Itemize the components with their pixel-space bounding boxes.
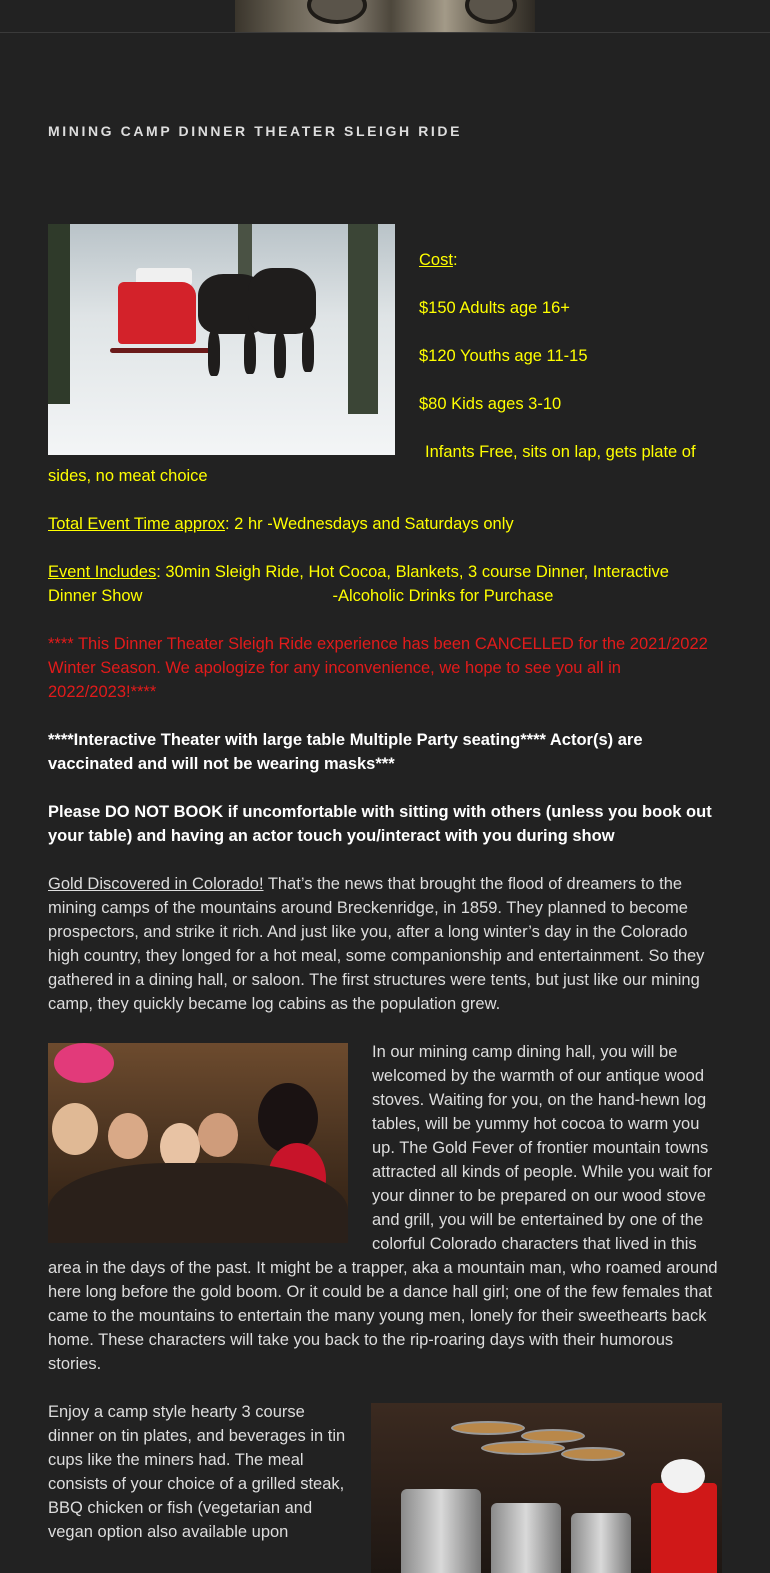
price-adults: $150 Adults age 16+ xyxy=(419,299,570,317)
pink-jacket xyxy=(54,1043,114,1083)
dining-hall-paragraph: In our mining camp dining hall, you will be welcomed by the warmth of our antique wood stoves. Waiting for you, on the hand-hewn log tables, will be yummy hot cocoa to warm you up. The Gold Fever of frontier mountain towns attracted all kinds of people. While you wait for your dinner to be prepared on our wood stove and grill, you will be entertained by one of the colorful Colorado characters that lived in this area in the days of the past. It might be a trapper, aka a mountain man, who roamed around here long before the gold boom. Or it could be a dance hall girl; one of the few females that came to the mountains to entertain the many young men, lonely for their sweethearts back home. These characters will take you back to the rip-roaring days with their humorous stories. xyxy=(48,1043,718,1373)
do-not-book-notice: Please DO NOT BOOK if uncomfortable with sitting with others (unless you book out your table) and having an actor touch you/interact with you during show xyxy=(48,803,712,845)
dining-hall-photo xyxy=(48,1043,348,1243)
red-sleigh xyxy=(118,282,196,344)
cost-link[interactable]: Cost xyxy=(419,251,453,269)
page-title: MINING CAMP DINNER THEATER SLEIGH RIDE xyxy=(48,123,463,139)
actor-figure xyxy=(258,1083,318,1153)
guests-row xyxy=(48,1163,348,1243)
site-header-bar xyxy=(0,0,770,33)
cancellation-notice: **** This Dinner Theater Sleigh Ride experience has been CANCELLED for the 2021/2022 Winter Season. We apologize for any inconvenience, we hope to see you all in 2022/2023!**** xyxy=(48,635,708,701)
horse-leg xyxy=(302,328,314,372)
pie-tin xyxy=(561,1447,625,1461)
gold-story-paragraph: Gold Discovered in Colorado! That’s the news that brought the flood of dreamers to the mining camps of the mountains around Breckenridge, in 1859. They planned to become prospectors, and strike it rich. And just like you, after a long winter’s day in the Colorado high country, they longed for a hot meal, some companionship and entertainment. So they gathered in a dining hall, or saloon. The first structures were tents, but just like our mining camp, they quickly became log cabins as the population grew. xyxy=(48,875,705,1013)
guest-face xyxy=(198,1113,238,1157)
sleigh-ride-photo xyxy=(48,224,395,455)
guest-face xyxy=(108,1113,148,1159)
cooking-pot xyxy=(571,1513,631,1573)
header-image xyxy=(235,0,535,32)
cooking-pot xyxy=(401,1489,481,1573)
tree-trunk xyxy=(348,224,378,414)
price-infants: Infants Free, sits on lap, gets plate of sides, no meat choice xyxy=(48,443,696,485)
event-time-link[interactable]: Total Event Time approx xyxy=(48,515,226,533)
cooking-pot xyxy=(491,1503,561,1573)
towel xyxy=(661,1459,705,1493)
cost-line: Cost: xyxy=(419,251,458,269)
pie-tin xyxy=(481,1441,565,1455)
red-cups xyxy=(651,1483,717,1573)
sleigh-runner xyxy=(110,348,216,353)
dinner-paragraph: Enjoy a camp style hearty 3 course dinner on tin plates, and beverages in tin cups like the miners had. The meal consists of your choice of a grilled steak, BBQ chicken or fish (vegetarian and vegan option also available upon xyxy=(48,1403,346,1541)
horse-leg xyxy=(208,330,220,376)
horse-leg xyxy=(244,330,256,374)
interactive-theater-notice: ****Interactive Theater with large table Multiple Party seating**** Actor(s) are vaccinated and will not be wearing masks*** xyxy=(48,731,643,773)
event-includes-link[interactable]: Event Includes xyxy=(48,563,157,581)
horse xyxy=(248,268,316,334)
gold-discovered-link[interactable]: Gold Discovered in Colorado! xyxy=(48,875,264,893)
price-kids: $80 Kids ages 3-10 xyxy=(419,395,562,413)
gold-pan-shape xyxy=(465,0,517,24)
kitchen-photo xyxy=(371,1403,722,1573)
price-youths: $120 Youths age 11-15 xyxy=(419,347,588,365)
guest-face xyxy=(52,1103,98,1155)
event-includes-line: Event Includes: 30min Sleigh Ride, Hot Cocoa, Blankets, 3 course Dinner, Interactive Dinner Show -Alcoholic Drinks for Purchase xyxy=(48,563,669,605)
pie-tin xyxy=(451,1421,525,1435)
entry-content xyxy=(48,224,722,1573)
tree-trunk xyxy=(48,224,70,404)
event-time-line: Total Event Time approx: 2 hr -Wednesdays and Saturdays only xyxy=(48,515,514,533)
horse-leg xyxy=(274,332,286,378)
gold-pan-shape xyxy=(307,0,367,24)
